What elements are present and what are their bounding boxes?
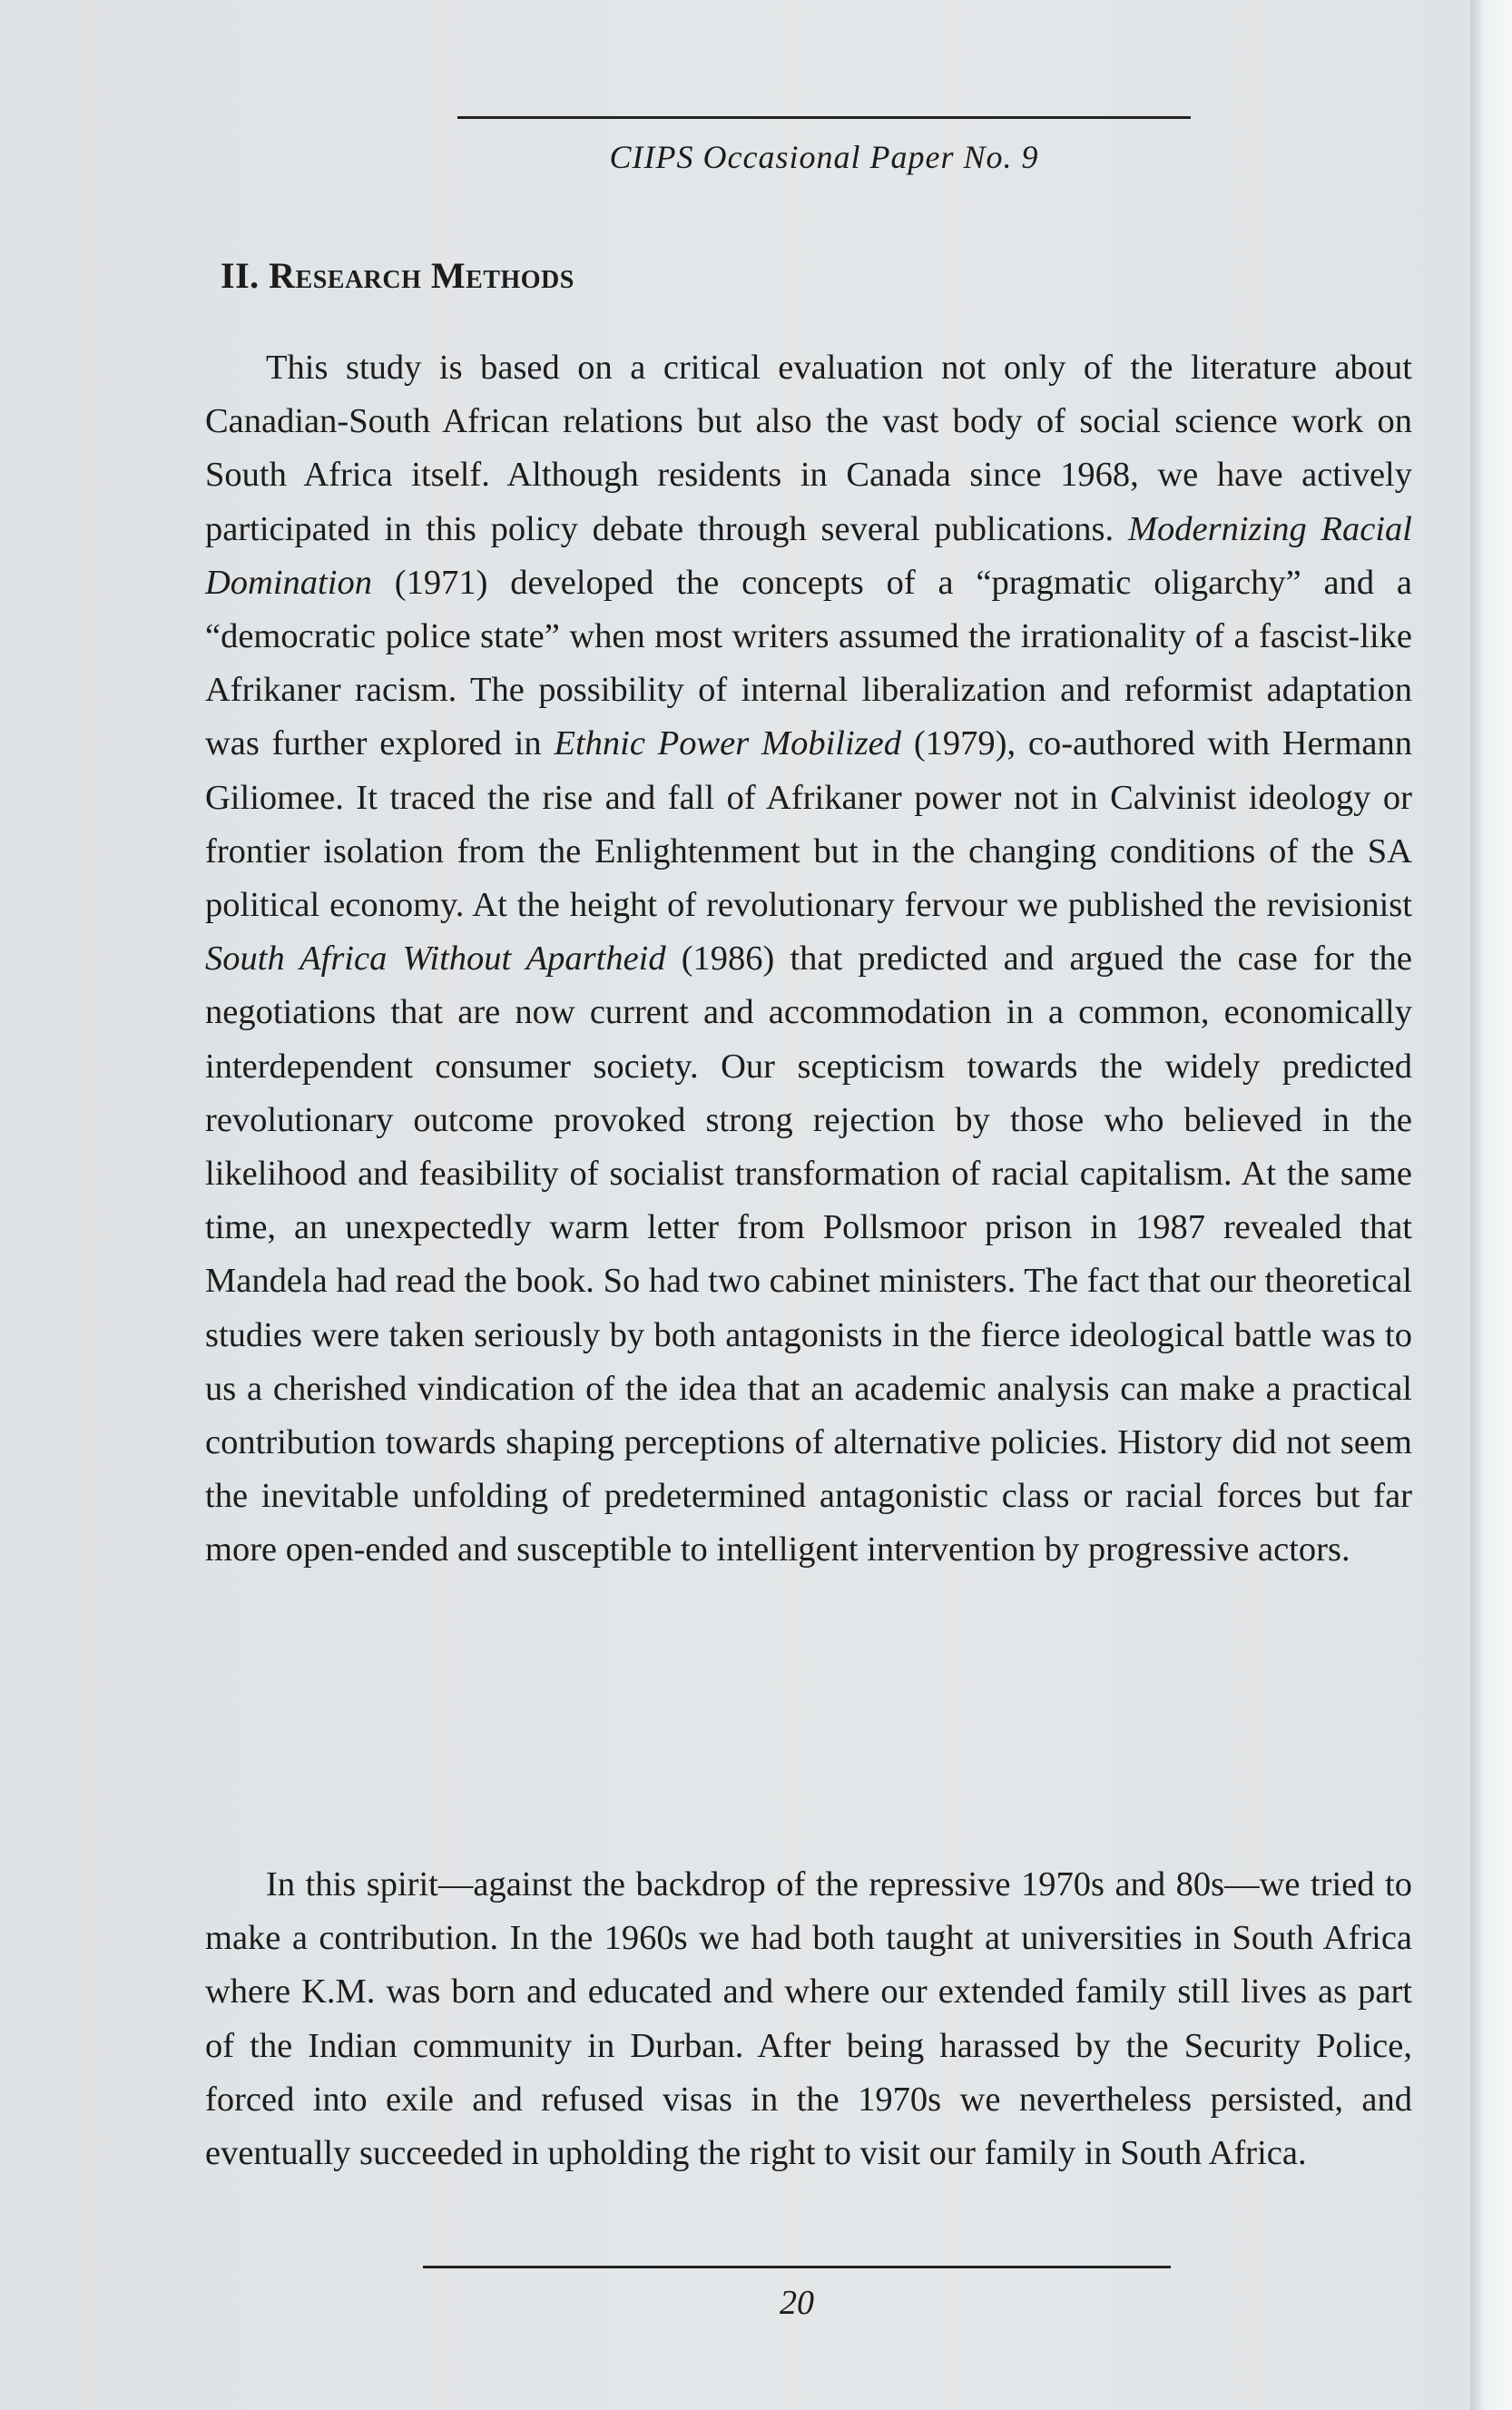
body-paragraph-2 <box>205 1858 1412 2180</box>
footer-rule <box>423 2266 1171 2268</box>
para1-text-3: (1979), co-authored with Hermann Giliomee. It traced the rise and fall of Afrikaner power not in Calvinist ideology or frontier isolation from the Enlightenment but in the changing conditions of the SA political economy. At the height of revolutionary fervour we published the revisionist <box>205 724 1413 925</box>
running-head: CIIPS Occasional Paper No. 9 <box>609 139 1039 175</box>
para1-text-1: This study is based on a critical evaluation not only of the literature about Canadian-South African relations but also the vast body of social science work on South Africa itself. Although residents in Canada since 1968, we have actively participated in this policy debate through several publications. <box>205 349 1412 548</box>
body-paragraph-1 <box>205 341 1412 1578</box>
para1-text-2: (1971) developed the concepts of a “pragmatic oligarchy” and a “democratic police state” when most writers assumed the irrationality of a fascist-like Afrikaner racism. The possibility of internal liberalization and reformist adaptation was further explored in <box>205 563 1412 763</box>
book-title-modernizing-racial-domination: Modernizing Racial Domination <box>205 509 1412 602</box>
book-title-south-africa-without-apartheid: South Africa Without Apartheid <box>205 939 666 979</box>
book-title-ethnic-power-mobilized: Ethnic Power Mobilized <box>554 724 902 763</box>
page-number: 20 <box>780 2284 814 2322</box>
section-heading: II. Research Methods <box>221 255 574 296</box>
para1-text-4: (1986) that predicted and argued the case for the negotiations that are now current and accommodation in a common, economically interdependent consumer society. Our scepticism towards the widely predicted revolutionary outcome provoked strong rejection by those who believed in the likelihood and feasibility of socialist transformation of racial capitalism. At the same time, an unexpectedly warm letter from Pollsmoor prison in 1987 revealed that Mandela had read the book. So had two cabinet ministers. The fact that our theoretical studies were taken seriously by both antagonists in the fierce ideological battle was to us a cherished vindication of the idea that an academic analysis can make a practical contribution towards shaping perceptions of alternative policies. History did not seem the inevitable unfolding of predetermined antagonistic class or racial forces but far more open-ended and susceptible to intelligent intervention by progressive actors. <box>205 939 1412 1569</box>
para2-text: In this spirit—against the backdrop of the repressive 1970s and 80s—we tried to make a contribution. In the 1960s we had both taught at universities in South Africa where K.M. was born and educated and where our extended family still lives as part of the Indian community in Durban. After being harassed by the Security Police, forced into exile and refused visas in the 1970s we nevertheless persisted, and eventually succeeded in upholding the right to visit our family in South Africa. <box>205 1865 1412 2173</box>
header-rule <box>457 116 1191 119</box>
page-edge <box>1470 0 1512 2410</box>
